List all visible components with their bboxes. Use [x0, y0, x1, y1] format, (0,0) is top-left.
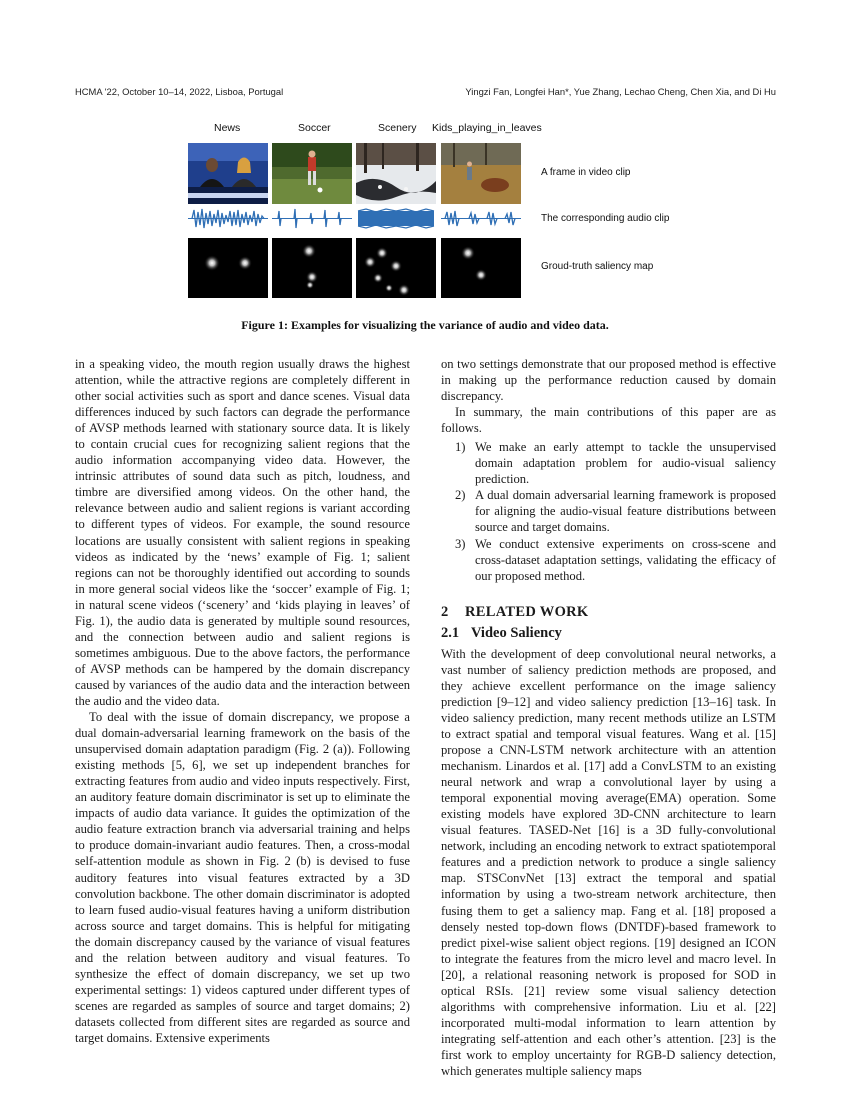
list-item-number: 3): [455, 536, 466, 551]
row-label-saliency: Groud-truth saliency map: [541, 261, 654, 272]
list-item: [441, 536, 776, 584]
kids-saliency-map: [441, 238, 521, 298]
list-item-text: We make an early attempt to tackle the unsupervised domain adaptation problem for audio-visual saliency prediction.: [475, 440, 776, 487]
kids-audio-waveform: [441, 207, 521, 230]
left-column: [75, 356, 410, 1046]
right-column: [441, 356, 776, 1079]
soccer-frame-image: [272, 143, 352, 204]
figure-column-label-scenery: Scenery: [378, 122, 417, 134]
news-saliency-map: [188, 238, 268, 298]
list-item: [441, 487, 776, 535]
intro-paragraph-3: on two settings demonstrate that our proposed method is effective in making up the performance reduction caused by domain discrepancy.: [441, 357, 776, 404]
section-title: RELATED WORK: [465, 603, 589, 620]
figure-column-label-news: News: [214, 122, 241, 134]
list-item-text: A dual domain adversarial learning framework is proposed for aligning the audio-visual feature distributions between source and target domains.: [475, 488, 776, 535]
list-item-text: We conduct extensive experiments on cross-scene and cross-dataset adaptation settings, validating the efficacy of our proposed method.: [475, 536, 776, 583]
list-item: [441, 439, 776, 487]
kids-frame-image: [441, 143, 521, 204]
row-label-frame: A frame in video clip: [541, 167, 631, 178]
intro-paragraph-1: in a speaking video, the mouth region usually draws the highest attention, while the attractive regions are completely different in other social activities such as sport and dance scenes. Visual data differences induced by such factors can degrade the performance of AVSP methods learned with stationary source data. It is likely to contain crucial cues for recognizing salient regions that the audio information accompanying video data. However, the intrinsic attributes of sound data such as pitch, loudness, and timbre are diversified among videos. On the other hand, the relevance between audio and salient regions is variant according to different types of videos. For example, the sound resource locations are usually consistent with salient regions in speaking videos as indicated by the ‘news’ example of Fig. 1; salient regions can not be thoroughly identified out according to sounds in more general social videos like the ‘soccer’ example of Fig. 1; in natural scene videos (‘scenery’ and ‘kids playing in leaves’ of Fig. 1), the audio data is generated by multiple sound resources, and the connection between audio and salient regions is sometimes ambiguous. Due to the above factors, the performance of AVSP methods can be hampered by the domain discrepancy caused by variances of the audio data and the interaction between the audio and the video data.: [75, 357, 410, 708]
section-heading: [441, 604, 776, 620]
row-label-audio: The corresponding audio clip: [541, 213, 670, 224]
soccer-saliency-map: [272, 238, 352, 298]
running-header-left: HCMA '22, October 10–14, 2022, Lisboa, Portugal: [75, 86, 284, 97]
scenery-frame-image: [356, 143, 436, 204]
contributions-intro: In summary, the main contributions of this paper are as follows.: [441, 405, 776, 436]
subsection-heading: [441, 625, 776, 641]
figure-column-label-soccer: Soccer: [298, 122, 331, 134]
related-work-paragraph: With the development of deep convolutional neural networks, a vast number of saliency prediction methods are proposed, and they achieve excellent performance on the image saliency prediction [9–12] and video saliency prediction [13–16] task. In video saliency prediction, many recent methods utilize an LSTM to extract spatial and temporal visual features. Wang et al. [15] propose a CNN-LSTM network architecture with an attention mechanism. Linardos et al. [17] add a ConvLSTM to an existing neural network and wrap a convolutional layer by using a temporal exponential moving average(EMA) operation. Some existing models have explored 3D-CNN architecture to learn visual features. TASED-Net [16] is a 3D fully-convolutional network, including an encoding network to extract spatiotemporal features and a prediction network to produce a single saliency map. STSConvNet [13] extract the temporal and spatial information by using a two-stream network architecture, then fusing them to get a saliency map. Fang et al. [18] proposed a densely nested top-down flows (DNTDF)-based framework to predict pixel-wise salient object regions. [19] designed an ICON to integrate the features from the micro level and macro level. In [20], a relational reasoning network is proposed for SOD in optical RSIs. [21] review some visual saliency detection algorithms with comprehensive information. Liu et al. [22] incorporated multi-modal information to learn attention by integrating self-attention and each other’s attention. [23] is the first work to employ uncertainty for RGB-D saliency detection, which generates multiple saliency maps: [441, 646, 776, 1078]
news-frame-image: [188, 143, 268, 204]
scenery-audio-waveform: [356, 207, 436, 230]
intro-paragraph-2: To deal with the issue of domain discrepancy, we propose a dual domain-adversarial learning framework on the basis of the unsupervised domain adaptation paradigm (Fig. 2 (a)). Following existing methods [5, 6], we set up independent branches for extracting features from audio and video inputs respectively. First, an auditory feature domain discriminator is set up to eliminate the impacts of audio data variance. It guides the optimization of the audio feature extraction branch via adversarial training and helps to produce domain-invariant audio features. Then, a cross-modal self-attention module as shown in Fig. 2 (b) is devised to fuse auditory features into visual features extracted by a 3D convolution backbone. The other domain discriminator is adopted to learn fused audio-visual features having a uniform distribution across source and target domains. This is helpful for mitigating the domain discrepancy caused by the variance of visual features and the relation between auditory and visual features. To synthesize the effect of domain discrepancy, we set up two experimental settings: 1) videos captured under different types of scenes are regarded as samples of source and target domains; 2) datasets collected from different sites are regarded as source and target domains. Extensive experiments: [75, 710, 410, 1045]
running-header-right: Yingzi Fan, Longfei Han*, Yue Zhang, Lechao Cheng, Chen Xia, and Di Hu: [465, 86, 776, 97]
news-audio-waveform: [188, 207, 268, 230]
list-item-number: 2): [455, 488, 466, 503]
contributions-list: [441, 439, 776, 583]
figure-caption: Figure 1: Examples for visualizing the variance of audio and video data.: [241, 318, 609, 332]
figure-column-label-kids: Kids_playing_in_leaves: [432, 122, 542, 134]
list-item-number: 1): [455, 440, 466, 455]
scenery-saliency-map: [356, 238, 436, 298]
subsection-title: Video Saliency: [471, 624, 562, 641]
subsection-number: 2.1: [441, 624, 460, 641]
soccer-audio-waveform: [272, 207, 352, 230]
section-number: 2: [441, 603, 449, 620]
